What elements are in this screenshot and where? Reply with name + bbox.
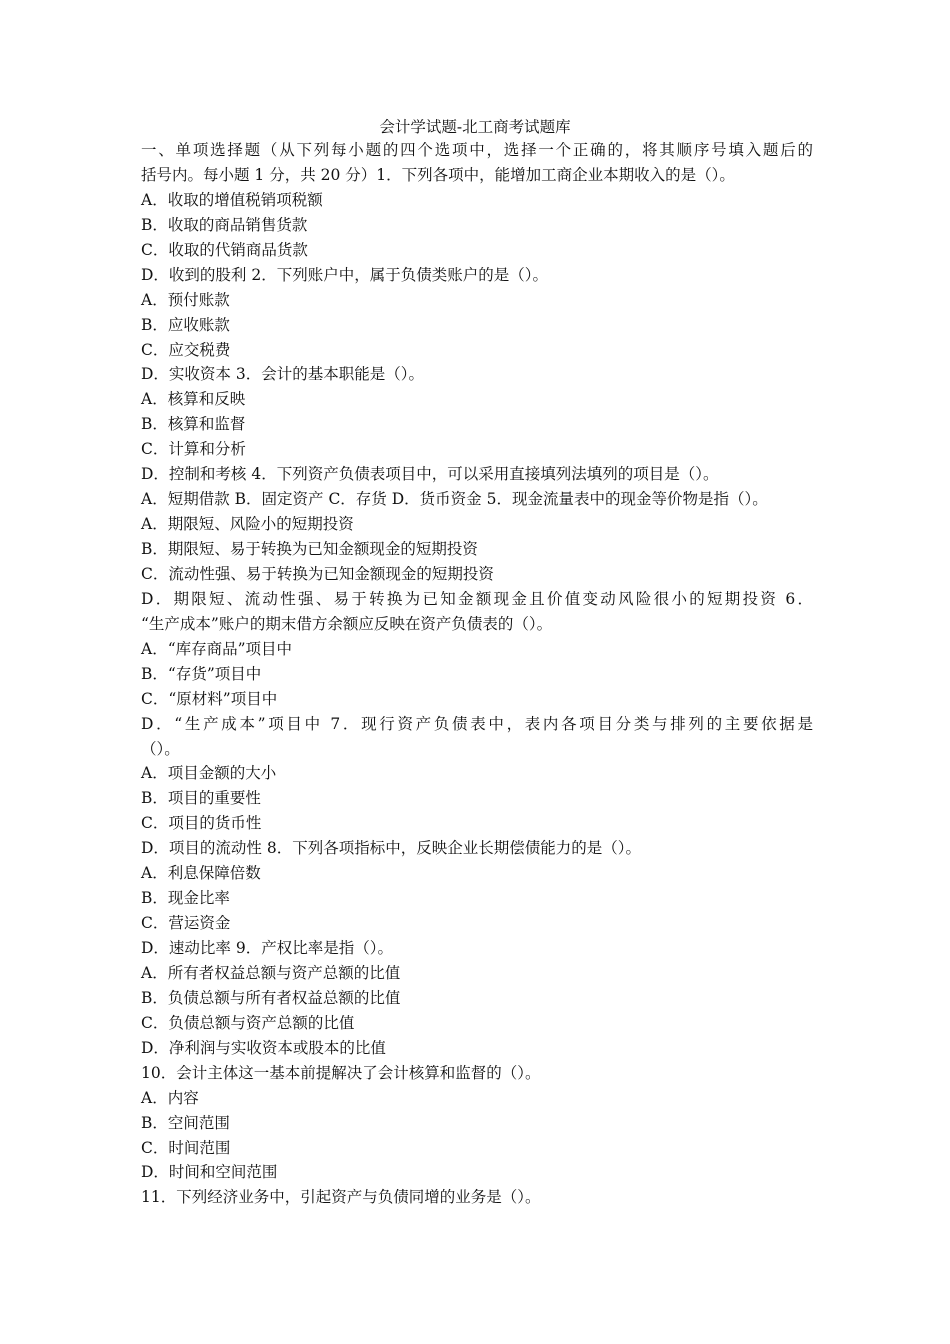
text-line: D．收到的股利 2．下列账户中，属于负债类账户的是（）。: [141, 265, 548, 284]
text-line: 一、单项选择题（从下列每小题的四个选项中，选择一个正确的，将其顺序号填入题后的: [141, 141, 813, 159]
text-line: A．“库存商品”项目中: [141, 639, 293, 658]
text-line: A．收取的增值税销项税额: [141, 190, 323, 209]
text-line: C．流动性强、易于转换为已知金额现金的短期投资: [141, 564, 494, 583]
text-line: B．核算和监督: [141, 415, 246, 434]
text-line: A．预付账款: [141, 290, 230, 309]
text-line: B．现金比率: [141, 889, 230, 908]
text-line: D．时间和空间范围: [141, 1163, 278, 1182]
text-line: A．期限短、风险小的短期投资: [141, 515, 354, 534]
text-line: A．所有者权益总额与资产总额的比值: [141, 963, 401, 982]
text-line: B．期限短、易于转换为已知金额现金的短期投资: [141, 540, 478, 558]
text-line: A．利息保障倍数: [141, 864, 261, 883]
text-line: 括号内。每小题 1 分，共 20 分）1．下列各项中，能增加工商企业本期收入的是（）。: [141, 165, 735, 184]
text-line: D．实收资本 3．会计的基本职能是（）。: [141, 365, 424, 384]
text-line: 11．下列经济业务中，引起资产与负债同增的业务是（）。: [141, 1188, 541, 1207]
text-line: C．负债总额与资产总额的比值: [141, 1013, 355, 1032]
text-line: D．项目的流动性 8．下列各项指标中，反映企业长期偿债能力的是（）。: [141, 839, 641, 858]
text-line: B．“存货”项目中: [141, 664, 262, 683]
text-line: “生产成本”账户的期末借方余额应反映在资产负债表的（）。: [141, 614, 553, 633]
text-line: B．项目的重要性: [141, 789, 261, 808]
text-line: C．项目的货币性: [141, 814, 262, 833]
text-line: C．收取的代销商品货款: [141, 240, 308, 259]
text-line: A．项目金额的大小: [141, 764, 277, 783]
text-line: C．应交税费: [141, 340, 231, 359]
document-title: 会计学试题-北工商考试题库: [379, 118, 571, 136]
text-line: D．“生产成本”项目中 7．现行资产负债表中，表内各项目分类与排列的主要依据是: [141, 714, 813, 733]
text-line: （）。: [141, 739, 180, 758]
text-line: A．内容: [141, 1088, 199, 1107]
text-line: C．计算和分析: [141, 440, 246, 459]
text-line: D．控制和考核 4．下列资产负债表项目中，可以采用直接填列法填列的项目是（）。: [141, 465, 719, 484]
text-line: A．短期借款 B．固定资产 C．存货 D．货币资金 5．现金流量表中的现金等价物是指（）。: [141, 490, 768, 509]
text-line: C．营运资金: [141, 914, 231, 933]
text-line: B．应收账款: [141, 315, 230, 334]
text-line: B．空间范围: [141, 1113, 230, 1132]
text-line: C．“原材料”项目中: [141, 689, 278, 708]
text-line: D．期限短、流动性强、易于转换为已知金额现金且价值变动风险很小的短期投资 6．: [141, 589, 813, 608]
text-line: B．负债总额与所有者权益总额的比值: [141, 988, 401, 1007]
text-line: 10．会计主体这一基本前提解决了会计核算和监督的（）。: [141, 1063, 541, 1082]
document-body: [141, 138, 813, 1210]
text-line: B．收取的商品销售货款: [141, 215, 308, 234]
text-line: D．净利润与实收资本或股本的比值: [141, 1038, 386, 1057]
text-line: C．时间范围: [141, 1138, 231, 1157]
text-line: D．速动比率 9．产权比率是指（）。: [141, 939, 393, 957]
text-line: A．核算和反映: [141, 390, 246, 409]
